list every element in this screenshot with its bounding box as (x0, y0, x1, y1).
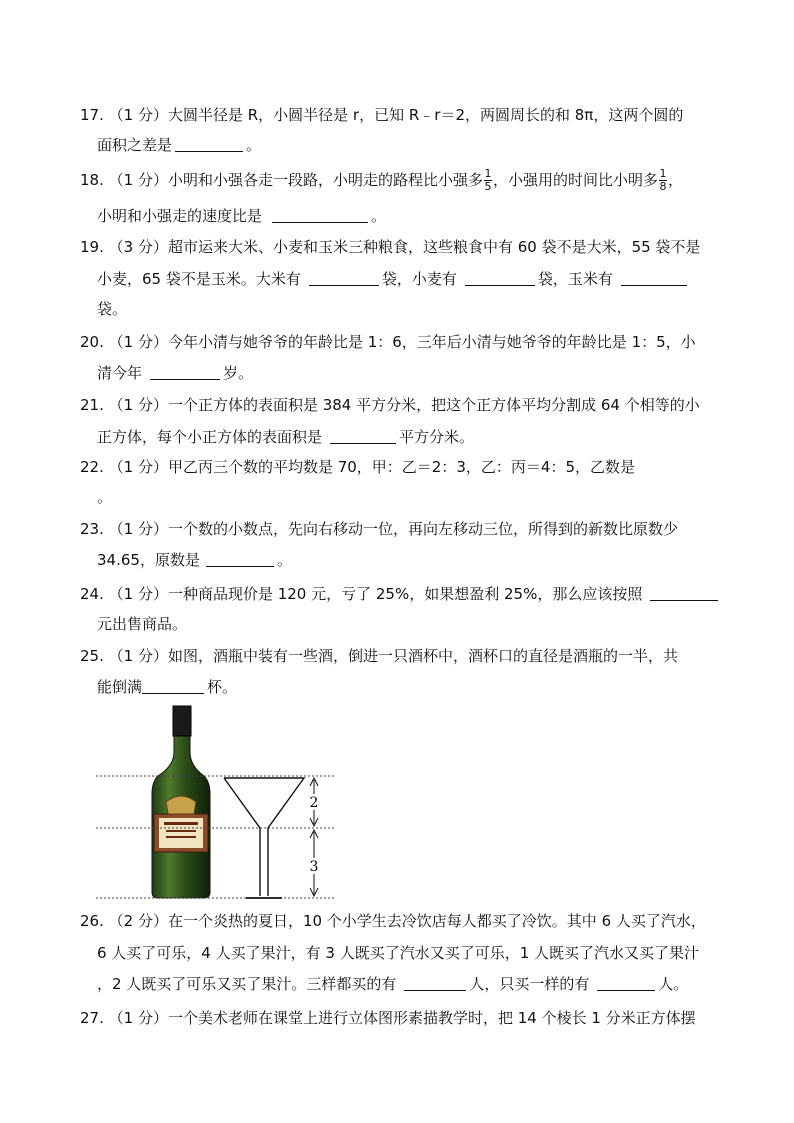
question-23: 23. （1 分）一个数的小数点，先向右移动一位，再向左移动三位，所得到的新数比原数少 (80, 520, 678, 538)
question-26: 26. （2 分）在一个炎热的夏日，10 个小学生去冷饮店每人都买了冷饮。其中 6 人买了汽水， (80, 912, 706, 930)
dimension-label-2: 2 (309, 795, 319, 811)
question-24: 24. （1 分）一种商品现价是 120 元，亏了 25%，如果想盈利 25%，那么应该按照 (80, 583, 721, 604)
answer-blank[interactable] (150, 365, 220, 380)
dimension-label-3: 3 (309, 859, 319, 875)
question-18-line2: 小明和小强走的速度比是 。 (97, 207, 387, 225)
answer-blank[interactable] (175, 137, 243, 152)
question-26-line2: 6 人买了可乐，4 人买了果汁，有 3 人既买了汽水又买了可乐，1 人既买了汽水又买了果汁 (97, 944, 700, 962)
answer-blank[interactable] (330, 429, 396, 444)
question-23-line2: 34.65，原数是 。 (97, 551, 292, 569)
question-19: 19. （3 分）超市运来大米、小麦和玉米三种粮食，这些粮食中有 60 袋不是大米，55 袋不是 (80, 238, 701, 256)
fraction-one-eighth: $\frac{1}{8}$ (659, 167, 667, 193)
bottle-cap (173, 706, 191, 736)
question-25-line2: 能倒满 杯。 (97, 678, 238, 696)
answer-blank[interactable] (650, 586, 718, 601)
bottle-glass-figure (96, 702, 346, 902)
label-stripe (166, 836, 196, 838)
answer-blank[interactable] (206, 552, 274, 567)
question-22: 22. （1 分）甲乙丙三个数的平均数是 70，甲：乙＝2：3，乙：丙＝4：5，乙数是 (80, 458, 635, 476)
question-17: 17. （1 分）大圆半径是 R，小圆半径是 r，已知 R﹣r＝2，两圆周长的和 8π，这两个圆的 (80, 106, 684, 124)
cocktail-glass (224, 778, 304, 898)
bottle-crest (166, 796, 196, 814)
question-24-line2: 元出售商品。 (97, 615, 188, 633)
question-19-line2: 小麦，65 袋不是玉米。大米有 袋，小麦有 袋，玉米有 (97, 268, 690, 289)
question-18: 18. （1 分）小明和小强各走一段路，小明走的路程比小强多 $\frac{1}{5}$ ，小强用的时间比小明多 $\frac{1}{8}$ ， (80, 167, 683, 193)
question-27: 27. （1 分）一个美术老师在课堂上进行立体图形素描教学时，把 14 个棱长 1 分米正方体摆 (80, 1009, 696, 1027)
answer-blank[interactable] (309, 271, 379, 286)
answer-blank[interactable] (142, 679, 204, 694)
answer-blank[interactable] (404, 976, 466, 991)
answer-blank[interactable] (597, 976, 655, 991)
question-21: 21. （1 分）一个正方体的表面积是 384 平方分米，把这个正方体平均分割成 64 个相等的小 (80, 396, 700, 414)
question-26-line3: ，2 人既买了可乐又买了果汁。三样都买的有 人，只买一样的有 人。 (97, 975, 689, 993)
question-17-line2: 面积之差是 。 (97, 136, 262, 154)
question-19-line3: 袋。 (97, 300, 128, 318)
label-stripe (164, 822, 198, 825)
fraction-one-fifth: $\frac{1}{5}$ (484, 167, 492, 193)
question-20: 20. （1 分）今年小清与她爷爷的年龄比是 1：6，三年后小清与她爷爷的年龄比是 1：5，小 (80, 333, 696, 351)
answer-blank[interactable] (621, 271, 687, 286)
question-22-line2: 。 (97, 488, 113, 506)
answer-blank[interactable] (465, 271, 535, 286)
label-stripe (166, 830, 196, 832)
question-21-line2: 正方体，每个小正方体的表面积是 平方分米。 (97, 428, 475, 446)
question-25: 25. （1 分）如图，酒瓶中装有一些酒，倒进一只酒杯中，酒杯口的直径是酒瓶的一半，共 (80, 647, 678, 665)
answer-blank[interactable] (272, 208, 368, 223)
question-20-line2: 清今年 岁。 (97, 364, 254, 382)
